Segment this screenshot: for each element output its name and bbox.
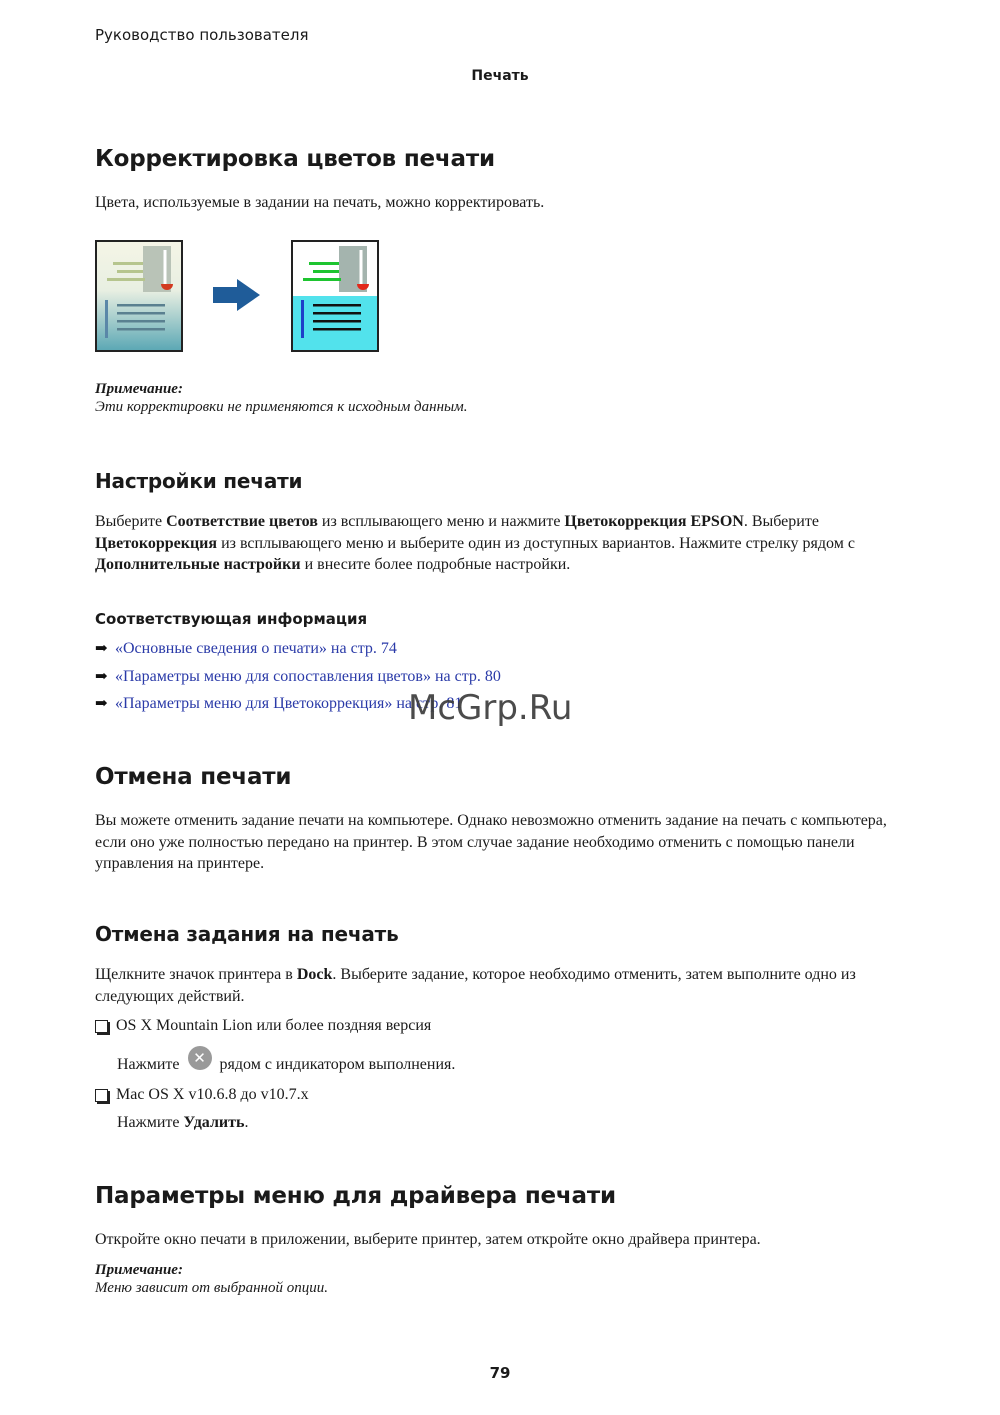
heading-color-correction: Корректировка цветов печати (95, 146, 495, 172)
note-text: Меню зависит от выбранной опции. (95, 1280, 328, 1296)
watermark: McGrp.Ru (408, 688, 573, 728)
instruction-text: . (244, 1114, 249, 1131)
heading-related-info: Соответствующая информация (95, 610, 368, 628)
instruction-text: рядом с индикатором выполнения. (219, 1056, 456, 1073)
text-run: . Выберите задание, которое необходимо отменить, затем выполните одно из следующих действий. (95, 966, 856, 1005)
cancel-job-body (95, 964, 905, 1007)
heading-cancel-job: Отмена задания на печать (95, 922, 399, 946)
page-number: 79 (489, 1364, 511, 1382)
related-link-1[interactable] (95, 639, 397, 658)
before-after-svg (95, 240, 385, 354)
note-label: Примечание: (95, 381, 183, 397)
arrow-bullet-icon: ➡ (95, 669, 108, 685)
instruction-bold: Удалить (183, 1114, 245, 1131)
heading-print-settings: Настройки печати (95, 469, 303, 493)
arrow-right-icon (213, 279, 260, 311)
driver-menu-body: Откройте окно печати в приложении, выберите принтер, затем откройте окно драйвера принтера. (95, 1231, 761, 1248)
link-text[interactable]: «Параметры меню для сопоставления цветов» на стр. 80 (115, 667, 501, 685)
text-run: и внесите более подробные настройки. (300, 556, 571, 573)
arrow-bullet-icon: ➡ (95, 696, 108, 712)
note-2 (95, 1262, 328, 1297)
instruction-mountain-lion (117, 1046, 455, 1074)
list-item-mac-os-x (95, 1086, 309, 1104)
after-document-icon (292, 241, 378, 351)
list-item-label: OS X Mountain Lion или более поздняя версия (116, 1017, 432, 1034)
color-correction-illustration (95, 240, 385, 354)
checkbox-bullet-icon (95, 1089, 108, 1102)
heading-driver-menu: Параметры меню для драйвера печати (95, 1183, 616, 1209)
link-text[interactable]: «Основные сведения о печати» на стр. 74 (115, 639, 397, 657)
text-run: из всплывающего меню и выберите один из доступных вариантов. Нажмите стрелку рядом с (217, 534, 855, 552)
text-run-bold: Цветокоррекция EPSON (564, 513, 744, 530)
note-label: Примечание: (95, 1262, 183, 1278)
list-item-mountain-lion (95, 1017, 431, 1035)
heading-cancel-printing: Отмена печати (95, 764, 292, 790)
arrow-bullet-icon: ➡ (95, 641, 108, 657)
note-1 (95, 381, 468, 416)
before-document-icon (96, 241, 182, 351)
text-run: Выберите (95, 513, 167, 530)
print-settings-body (95, 511, 905, 576)
list-item-label: Mac OS X v10.6.8 до v10.7.x (116, 1086, 309, 1103)
cancel-x-icon: ✕ (188, 1046, 212, 1070)
text-run-bold: Дополнительные настройки (95, 556, 301, 573)
text-run: Щелкните значок принтера в (95, 966, 297, 983)
instruction-text: Нажмите (117, 1114, 184, 1131)
link-text[interactable]: «Параметры меню для Цветокоррекция» на стр. 81 (115, 694, 463, 712)
running-header: Руководство пользователя (95, 26, 309, 44)
text-run: из всплывающего меню и нажмите (317, 513, 565, 530)
text-run: . Выберите (743, 513, 819, 530)
note-text: Эти корректировки не применяются к исходным данным. (95, 399, 468, 415)
instruction-text: Нажмите (117, 1056, 180, 1073)
instruction-mac-os-x (117, 1114, 248, 1132)
checkbox-bullet-icon (95, 1020, 108, 1033)
related-link-2[interactable] (95, 667, 501, 686)
text-run-bold: Dock (296, 966, 333, 983)
color-correction-intro: Цвета, используемые в задании на печать, можно корректировать. (95, 194, 545, 211)
section-header: Печать (471, 68, 529, 84)
cancel-printing-body: Вы можете отменить задание печати на компьютере. Однако невозможно отменить задание на печать с компьютера, если оно уже полностью передано на принтер. В этом случае задание необходимо отменить с помощью панели управления на принтере. (95, 812, 887, 872)
text-run-bold: Цветокоррекция (95, 534, 218, 552)
text-run-bold: Соответствие цветов (166, 513, 318, 530)
